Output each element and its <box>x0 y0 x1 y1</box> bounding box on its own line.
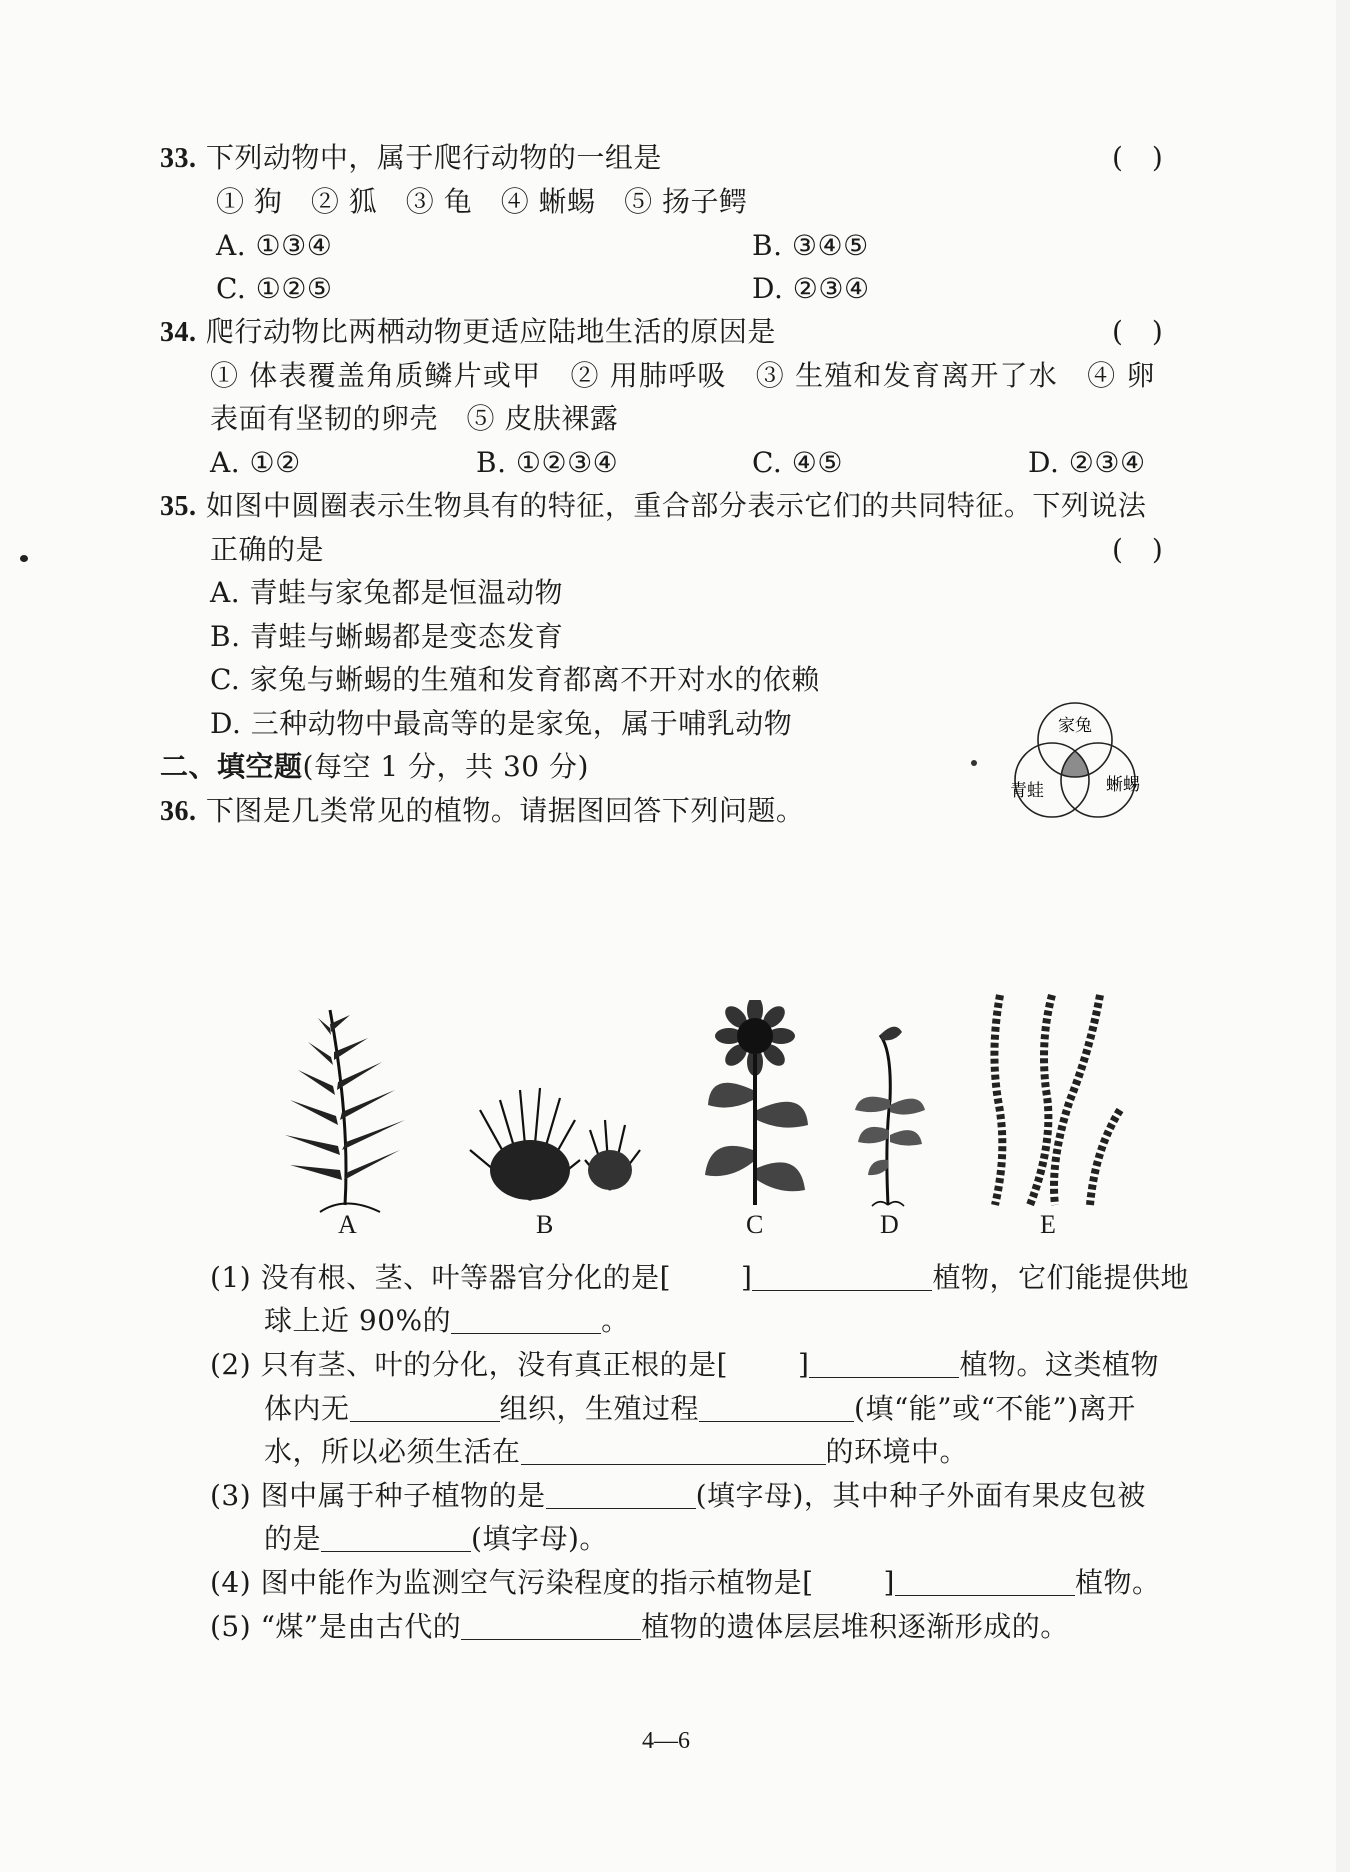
subquestion-text: 的环境中。 <box>825 1435 969 1468</box>
plant-label-e: E <box>1040 1210 1056 1239</box>
subquestion-text: (3) 图中属于种子植物的是 <box>210 1479 546 1512</box>
subquestion-5 <box>210 1607 1069 1647</box>
question-stem: 如图中圆圈表示生物具有的特征，重合部分表示它们的共同特征。下列说法 <box>205 489 1147 522</box>
answer-blank[interactable] <box>699 1391 854 1422</box>
subquestion-text: 植物的遗体层层堆积逐渐形成的。 <box>641 1610 1069 1643</box>
question-number: 33. <box>160 143 197 174</box>
subquestion-1 <box>210 1258 1189 1298</box>
subquestion-text: ] <box>798 1348 810 1381</box>
subquestion-text: (4) 图中能作为监测空气污染程度的指示植物是[ <box>210 1566 814 1599</box>
subquestion-text: (填字母)，其中种子外面有果皮包被 <box>695 1479 1146 1512</box>
section-heading <box>160 747 589 787</box>
subquestion-text: 体内无 <box>264 1392 350 1425</box>
plant-label-d: D <box>880 1210 899 1239</box>
venn-label-top: 家兔 <box>1058 716 1092 736</box>
subquestion-text: ] <box>741 1261 753 1294</box>
answer-paren: ( ) <box>1112 533 1164 566</box>
answer-blank[interactable] <box>321 1521 471 1552</box>
answer-blank[interactable] <box>461 1609 641 1640</box>
option-b: B. 青蛙与蜥蜴都是变态发育 <box>210 620 564 653</box>
question-stem: 爬行动物比两栖动物更适应陆地生活的原因是 <box>205 315 776 348</box>
option-d: D. 三种动物中最高等的是家兔，属于哺乳动物 <box>210 707 793 740</box>
answer-blank[interactable] <box>451 1303 601 1334</box>
question-36 <box>160 791 804 832</box>
subquestion-text: 水，所以必须生活在 <box>264 1435 521 1468</box>
fern-illustration <box>270 990 420 1220</box>
question-items: 表面有坚韧的卵壳 ⑤ 皮肤裸露 <box>210 402 619 435</box>
question-34 <box>160 312 776 353</box>
venn-circle-left <box>1015 743 1089 817</box>
scan-speck <box>20 555 28 562</box>
option-c: C. 家兔与蜥蜴的生殖和发育都离不开对水的依赖 <box>210 663 820 696</box>
option-a: A. ①③④ <box>216 229 333 262</box>
question-number: 35. <box>160 491 197 522</box>
answer-blank[interactable] <box>521 1434 826 1465</box>
option-b: B. ①②③④ <box>476 446 619 479</box>
answer-paren: ( ) <box>1112 315 1164 348</box>
question-items: ① 体表覆盖角质鳞片或甲 ② 用肺呼吸 ③ 生殖和发育离开了水 ④ 卵 <box>210 359 1156 392</box>
question-stem-cont: 正确的是 <box>210 533 325 566</box>
answer-blank[interactable] <box>752 1260 932 1291</box>
venn-diagram <box>1000 700 1150 840</box>
question-33 <box>160 138 662 179</box>
subquestion-text: 植物，它们能提供地 <box>932 1261 1189 1294</box>
moss-illustration <box>460 1050 650 1210</box>
question-number: 34. <box>160 317 197 348</box>
subquestion-text: 球上近 90%的 <box>264 1304 452 1337</box>
subquestion-text: 植物。这类植物 <box>959 1348 1159 1381</box>
plant-label-a: A <box>338 1210 357 1239</box>
algae-illustration <box>980 990 1130 1210</box>
subquestion-text: (5) “煤”是由古代的 <box>210 1610 462 1643</box>
answer-blank[interactable] <box>546 1478 696 1509</box>
option-b: B. ③④⑤ <box>752 229 869 262</box>
seedling-illustration <box>850 1020 930 1210</box>
subquestion-4 <box>210 1563 1160 1603</box>
subquestion-text: (1) 没有根、茎、叶等器官分化的是[ <box>210 1261 671 1294</box>
question-items: ① 狗 ② 狐 ③ 龟 ④ 蜥蜴 ⑤ 扬子鳄 <box>216 185 748 218</box>
answer-blank[interactable] <box>350 1391 500 1422</box>
subquestion-text: 的是 <box>264 1522 322 1555</box>
subquestion-text: 植物。 <box>1074 1566 1161 1599</box>
answer-paren: ( ) <box>1112 141 1164 174</box>
subquestion-text: (填字母)。 <box>471 1522 608 1555</box>
option-d: D. ②③④ <box>752 272 870 305</box>
option-a: A. ①② <box>210 446 301 479</box>
subquestion-2-cont <box>264 1389 1136 1429</box>
question-stem: 下图是几类常见的植物。请据图回答下列问题。 <box>205 794 805 827</box>
subquestion-2-cont2 <box>264 1432 968 1472</box>
plant-label-c: C <box>746 1210 764 1239</box>
option-d: D. ②③④ <box>1028 446 1146 479</box>
section-note: (每空 1 分，共 30 分) <box>302 750 589 783</box>
subquestion-text: ] <box>883 1566 895 1599</box>
answer-blank[interactable] <box>895 1565 1075 1596</box>
option-c: C. ①②⑤ <box>216 272 333 305</box>
question-35 <box>160 486 1146 527</box>
venn-label-left: 青蛙 <box>1010 781 1044 801</box>
question-stem: 下列动物中，属于爬行动物的一组是 <box>205 141 662 174</box>
venn-label-right: 蜥蜴 <box>1106 775 1140 795</box>
sunflower-illustration <box>690 1000 820 1210</box>
subquestion-3-cont <box>264 1519 608 1559</box>
subquestion-2 <box>210 1345 1159 1385</box>
question-number: 36. <box>160 796 197 827</box>
subquestion-1-cont <box>264 1301 630 1341</box>
option-a: A. 青蛙与家兔都是恒温动物 <box>210 576 564 609</box>
subquestion-text: (2) 只有茎、叶的分化，没有真正根的是[ <box>210 1348 728 1381</box>
subquestion-text: (填“能”或“不能”)离开 <box>854 1392 1136 1425</box>
option-c: C. ④⑤ <box>752 446 843 479</box>
subquestion-text: 。 <box>601 1304 630 1337</box>
page-number: 4—6 <box>642 1728 690 1754</box>
section-title: 二、填空题 <box>160 750 303 783</box>
scan-speck <box>971 760 977 766</box>
plant-label-b: B <box>536 1210 554 1239</box>
subquestion-3 <box>210 1476 1146 1516</box>
subquestion-text: 组织，生殖过程 <box>499 1392 700 1425</box>
answer-blank[interactable] <box>809 1347 959 1378</box>
